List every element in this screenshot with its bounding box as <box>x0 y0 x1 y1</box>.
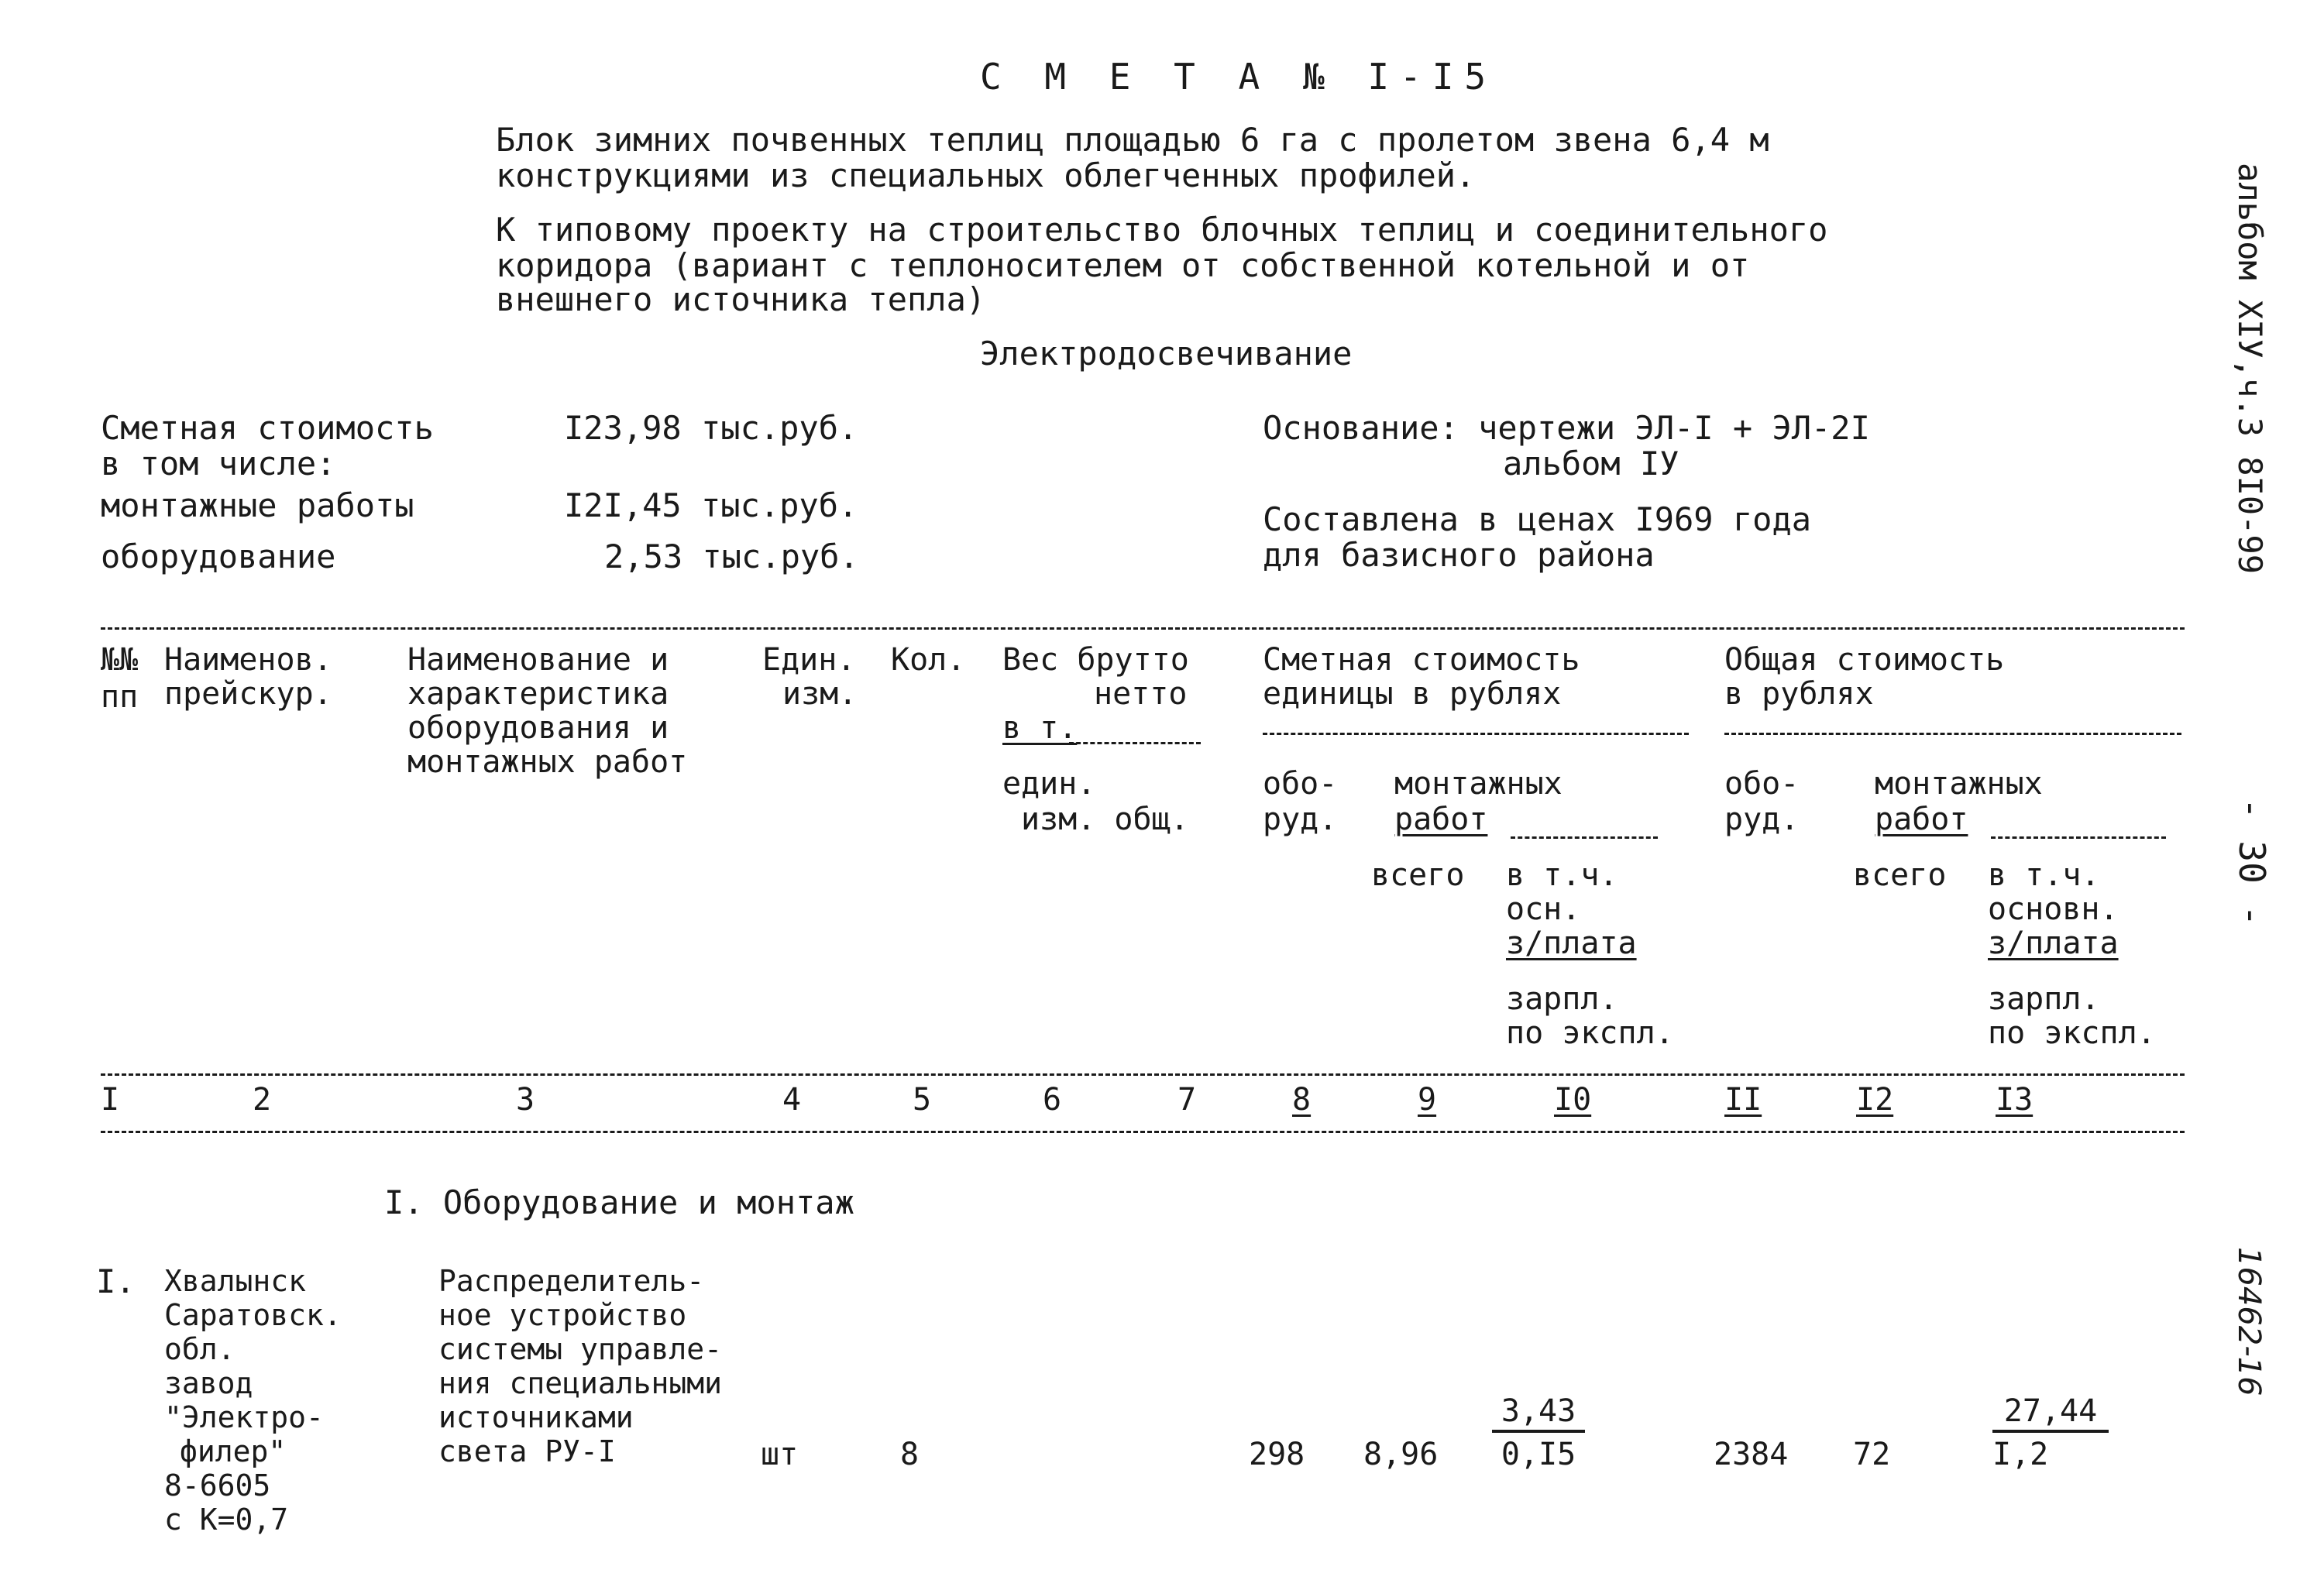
total-install-value: 72 <box>1853 1437 1891 1472</box>
unit-wage-head-1: в т.ч. <box>1506 857 1618 893</box>
total-install-head-1: монтажных <box>1875 766 2043 802</box>
unit-cost-rule <box>1263 733 1689 735</box>
unit-cost-head-1: Сметная стоимость <box>1263 642 1580 678</box>
total-cost-head-2: в рублях <box>1724 676 1874 712</box>
project-line-1: К типовому проекту на строительство блочных теплиц и соединительного <box>496 211 1828 249</box>
cost-label: Сметная стоимость <box>101 409 434 447</box>
column-number: I0 <box>1554 1082 1592 1118</box>
supplier-line: обл. <box>164 1332 235 1366</box>
col-price-head: Наименов. <box>164 642 332 678</box>
basis-line-2: альбом IУ <box>1503 445 1679 483</box>
cost-value: I23,98 тыс.руб. <box>564 409 858 447</box>
column-number: I3 <box>1996 1082 2033 1118</box>
total-install-head-2: работ <box>1875 802 1968 837</box>
unit-wage-head-3: з/плата <box>1506 926 1637 961</box>
supplier-line: "Электро- <box>164 1400 324 1434</box>
column-number: 5 <box>913 1082 932 1118</box>
total-wage-head-1: в т.ч. <box>1988 857 2100 893</box>
unit-equip-head-1: обо- <box>1263 766 1338 802</box>
equip-label: оборудование <box>101 537 336 575</box>
prices-line-1: Составлена в ценах I969 года <box>1263 500 1812 538</box>
item-name-line: системы управле- <box>438 1332 723 1366</box>
total-machine-head-1: зарпл. <box>1988 981 2100 1017</box>
row-number: I. <box>96 1262 136 1300</box>
album-reference: альбом XIУ,ч.3 8I0-99 <box>2231 163 2269 575</box>
column-number: 7 <box>1177 1082 1197 1118</box>
weight-rule <box>1069 742 1201 744</box>
install-label: монтажные работы <box>101 486 414 524</box>
total-equip-head-2: руд. <box>1724 802 1800 837</box>
section-title: I. Оборудование и монтаж <box>384 1183 854 1221</box>
col-qty-head: Кол. <box>891 642 966 678</box>
section-subtitle: Электродосвечивание <box>980 335 1353 373</box>
supplier-line: 8-6605 <box>164 1468 271 1503</box>
column-number: 6 <box>1043 1082 1062 1118</box>
col-name-head-2: характеристика <box>407 676 669 712</box>
col-name-head-3: оборудования и <box>407 710 669 746</box>
project-line-2: коридора (вариант с теплоносителем от собственной котельной и от <box>496 246 1750 284</box>
total-cost-head-1: Общая стоимость <box>1724 642 2005 678</box>
unit-wage-value: 3,43 <box>1492 1394 1585 1433</box>
equip-value: 2,53 тыс.руб. <box>604 537 859 575</box>
col-weight-head-5: изм. общ. <box>1021 802 1189 837</box>
column-number: 4 <box>782 1082 802 1118</box>
item-name-line: света РУ-I <box>438 1434 616 1468</box>
supplier-line: филер" <box>180 1434 287 1468</box>
unit-install-head-2: работ <box>1394 802 1488 837</box>
supplier-line: с К=0,7 <box>164 1503 289 1537</box>
col-num-head: №№ <box>101 642 139 678</box>
unit-machine-head-2: по экспл. <box>1506 1015 1674 1051</box>
column-number: 8 <box>1292 1082 1312 1118</box>
total-wage-head-2: основн. <box>1988 891 2119 927</box>
total-install-rule <box>1991 836 2166 839</box>
total-wage-value: 27,44 <box>1992 1394 2109 1433</box>
unit-machine-value: 0,I5 <box>1501 1437 1576 1472</box>
unit-install-total-value: 8,96 <box>1363 1437 1439 1472</box>
description-line-1: Блок зимних почвенных теплиц площадью 6 га с пролетом звена 6,4 м <box>496 121 1769 159</box>
unit-machine-head-1: зарпл. <box>1506 981 1618 1017</box>
column-number: I <box>101 1082 120 1118</box>
item-name-line: ния специальными <box>438 1366 723 1400</box>
incl-label: в том числе: <box>101 445 336 483</box>
item-name-line: Распределитель- <box>438 1264 705 1298</box>
project-line-3: внешнего источника тепла) <box>496 280 986 318</box>
unit-install-head-1: монтажных <box>1394 766 1563 802</box>
total-total-head: всего <box>1853 857 1947 893</box>
basis-line-1: Основание: чертежи ЭЛ-I + ЭЛ-2I <box>1263 409 1870 447</box>
supplier-line: Саратовск. <box>164 1298 342 1332</box>
header-bottom-rule <box>101 1073 2185 1076</box>
item-name-line: источниками <box>438 1400 634 1434</box>
item-name-line: ное устройство <box>438 1298 687 1332</box>
quantity-value: 8 <box>900 1437 920 1472</box>
unit-install-rule <box>1511 836 1658 839</box>
unit-equip-value: 298 <box>1249 1437 1305 1472</box>
col-price-head-2: прейскур. <box>164 676 332 712</box>
unit-value: шт <box>761 1437 799 1472</box>
numbers-bottom-rule <box>101 1131 2185 1133</box>
supplier-line: завод <box>164 1366 253 1400</box>
unit-cost-head-2: единицы в рублях <box>1263 676 1562 712</box>
col-num-head-2: пп <box>101 679 139 715</box>
description-line-2: конструкциями из специальных облегченных профилей. <box>496 156 1476 194</box>
page-number: - 30 - <box>2231 798 2273 927</box>
header-top-rule <box>101 627 2185 630</box>
total-wage-fraction <box>1992 1394 2109 1472</box>
col-weight-head-3: в т. <box>1002 710 1078 746</box>
total-equip-head-1: обо- <box>1724 766 1800 802</box>
unit-equip-head-2: руд. <box>1263 802 1338 837</box>
column-number: II <box>1724 1082 1762 1118</box>
col-unit-head-2: изм. <box>782 676 858 712</box>
unit-total-head: всего <box>1371 857 1465 893</box>
prices-line-2: для базисного района <box>1263 536 1655 574</box>
column-number: 9 <box>1418 1082 1437 1118</box>
col-weight-head-1: Вес брутто <box>1002 642 1189 678</box>
col-weight-head-2: нетто <box>1094 676 1188 712</box>
col-name-head-1: Наименование и <box>407 642 669 678</box>
document-title: С М Е Т А № I-I5 <box>980 56 1497 98</box>
unit-wage-fraction <box>1492 1394 1585 1472</box>
total-machine-value: I,2 <box>1992 1437 2049 1472</box>
col-unit-head-1: Един. <box>762 642 856 678</box>
total-cost-rule <box>1724 733 2181 735</box>
col-name-head-4: монтажных работ <box>407 744 688 780</box>
column-number: I2 <box>1856 1082 1894 1118</box>
unit-wage-head-2: осн. <box>1506 891 1581 927</box>
archive-code: 16462-16 <box>2231 1247 2267 1396</box>
total-equip-value: 2384 <box>1714 1437 1789 1472</box>
supplier-line: Хвалынск <box>164 1264 307 1298</box>
column-number: 2 <box>253 1082 272 1118</box>
col-weight-head-4: един. <box>1002 766 1096 802</box>
total-wage-head-3: з/плата <box>1988 926 2119 961</box>
install-value: I2I,45 тыс.руб. <box>564 486 858 524</box>
column-number: 3 <box>516 1082 535 1118</box>
total-machine-head-2: по экспл. <box>1988 1015 2156 1051</box>
